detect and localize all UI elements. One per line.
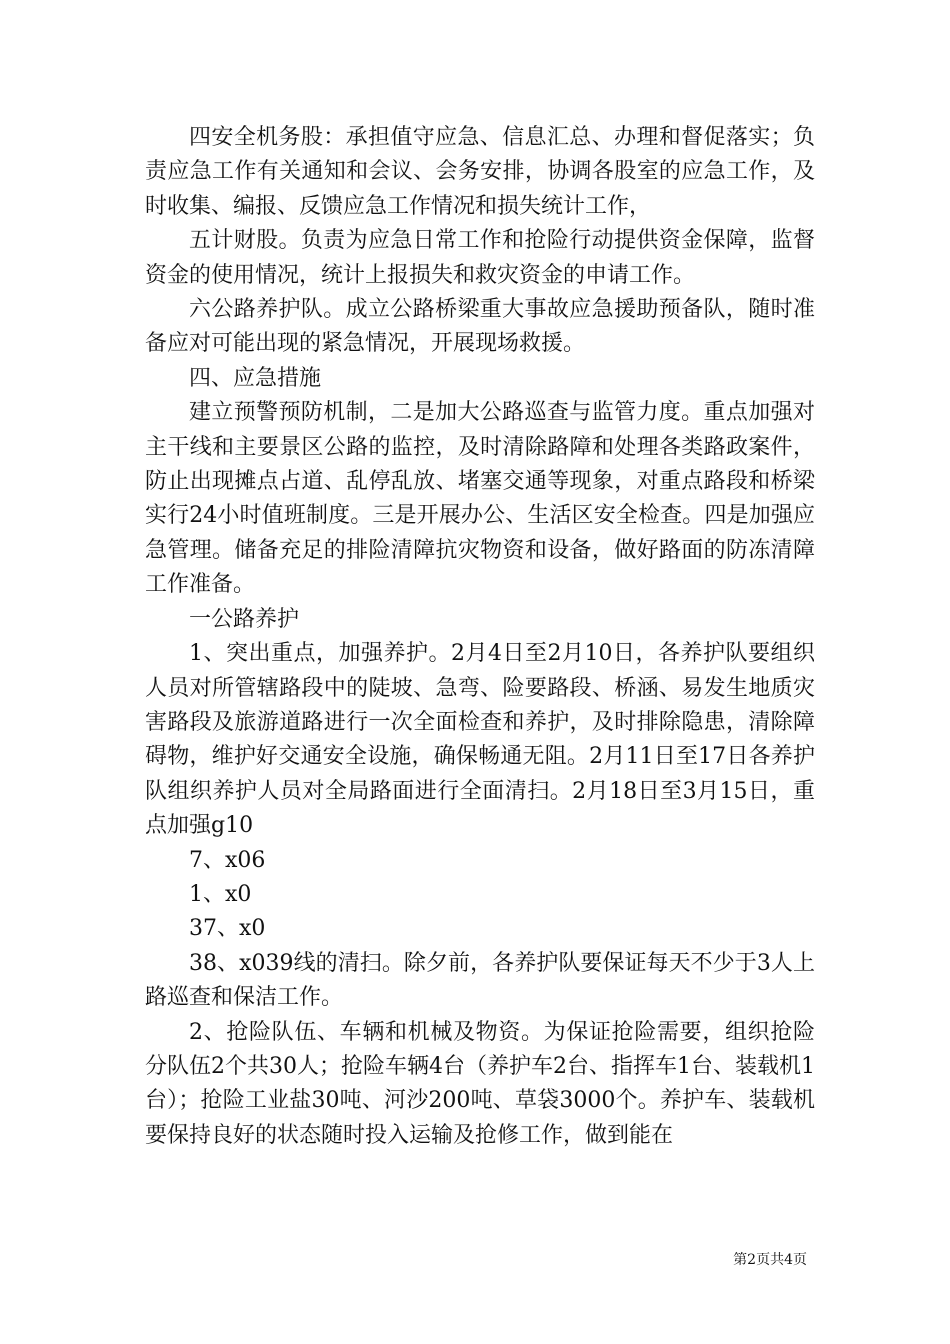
section-heading-emergency-measures: 四、应急措施 (189, 365, 322, 391)
document-body (145, 121, 815, 1153)
line-route-1: 7、x06 (189, 847, 266, 873)
line-route-2: 1、x0 (189, 881, 252, 907)
paragraph-early-warning: 建立预警预防机制，二是加大公路巡查与监管力度。重点加强对主干线和主要景区公路的监控，及时清除路障和处理各类路政案件，防止出现摊点占道、乱停乱放、堵塞交通等现象，对重点路段和桥梁实行24小时值班制度。三是开展办公、生活区安全检查。四是加强应急管理。储备充足的排险清障抗灾物资和设备，做好路面的防冻清障工作准备。 (145, 400, 815, 598)
paragraph-finance-section: 五计财股。负责为应急日常工作和抢险行动提供资金保障，监督资金的使用情况，统计上报损失和救灾资金的申请工作。 (145, 228, 815, 288)
paragraph-security-section: 四安全机务股：承担值守应急、信息汇总、办理和督促落实；负责应急工作有关通知和会议、会务安排，协调各股室的应急工作，及时收集、编报、反馈应急工作情况和损失统计工作， (145, 125, 815, 219)
line-route-3: 37、x0 (189, 916, 266, 942)
subheading-road-maintenance: 一公路养护 (189, 606, 300, 632)
paragraph-key-maintenance: 1、突出重点，加强养护。2月4日至2月10日，各养护队要组织人员对所管辖路段中的陡坡、急弯、险要路段、桥涵、易发生地质灾害路段及旅游道路进行一次全面检查和养护，及时排除隐患，清除障碍物，维护好交通安全设施，确保畅通无阻。2月11日至17日各养护队组织养护人员对全局路面进行全面清扫。2月18日至3月15日，重点加强g10 (145, 641, 815, 839)
paragraph-cleaning: 38、x039线的清扫。除夕前，各养护队要保证每天不少于3人上路巡查和保洁工作。 (145, 950, 815, 1011)
paragraph-road-maintenance-team: 六公路养护队。成立公路桥梁重大事故应急援助预备队，随时准备应对可能出现的紧急情况，开展现场救援。 (145, 297, 815, 357)
page-number: 第2页共4页 (733, 1252, 807, 1268)
paragraph-rescue-resources: 2、抢险队伍、车辆和机械及物资。为保证抢险需要，组织抢险分队伍2个共30人；抢险车辆4台（养护车2台、指挥车1台、装载机1台）；抢险工业盐30吨、河沙200吨、草袋3000个。养护车、装载机要保持良好的状态随时投入运输及抢修工作，做到能在 (145, 1019, 815, 1148)
